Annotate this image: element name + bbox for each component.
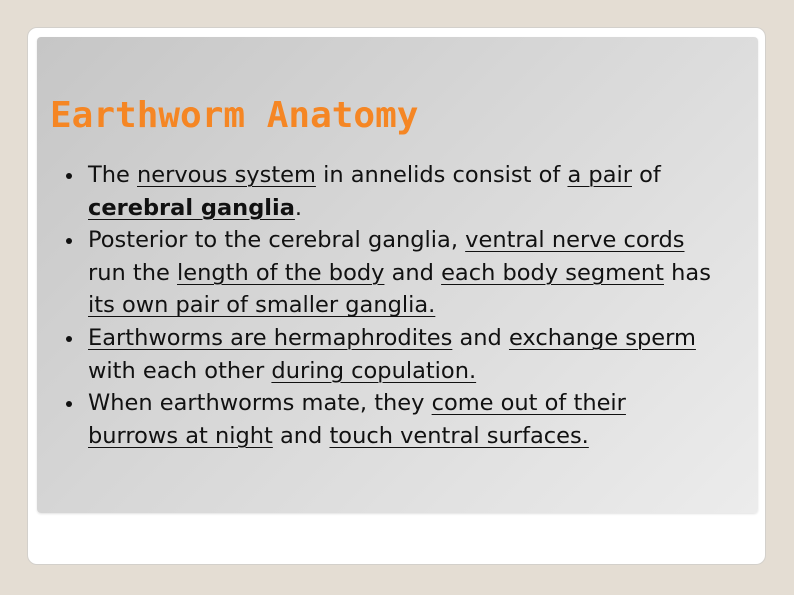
underlined-phrase: cerebral ganglia	[88, 194, 295, 221]
text-segment: has	[664, 259, 711, 286]
bullet-text	[88, 390, 626, 449]
underlined-phrase: a pair	[567, 162, 632, 188]
text-segment: .	[294, 194, 303, 221]
text-segment: in annelids consist of	[315, 162, 568, 188]
text-segment: with each other	[88, 357, 272, 384]
bullet-text	[88, 227, 711, 318]
bullet-list	[62, 159, 722, 452]
bullet-item	[62, 224, 722, 322]
underlined-phrase: ventral nerve cords	[465, 227, 685, 254]
text-segment: When earthworms mate, they	[88, 390, 432, 417]
bullet-dot-icon	[66, 173, 72, 179]
underlined-phrase: length of the body	[177, 259, 385, 286]
bullet-dot-icon	[66, 401, 72, 407]
text-segment: and	[272, 422, 330, 449]
bullet-item	[62, 322, 722, 387]
underlined-phrase: exchange sperm	[508, 324, 696, 351]
text-segment: and	[384, 259, 442, 286]
bullet-text	[88, 325, 696, 384]
bullet-dot-icon	[66, 238, 72, 244]
slide-title: Earthworm Anatomy	[50, 95, 419, 136]
text-segment: run the	[88, 259, 178, 286]
text-segment: Posterior to the cerebral ganglia,	[88, 227, 466, 254]
bullet-text	[88, 162, 661, 221]
underlined-phrase: nervous system	[137, 162, 316, 188]
text-segment: The	[88, 162, 137, 188]
bullet-dot-icon	[66, 336, 72, 342]
underlined-phrase: its own pair of smaller ganglia.	[88, 292, 436, 319]
underlined-phrase: Earthworms are hermaphrodites	[88, 324, 453, 351]
bullet-item	[62, 159, 722, 224]
underlined-phrase: each body segment	[441, 259, 664, 286]
underlined-phrase: during copulation.	[271, 357, 477, 384]
underlined-phrase: come out of their burrows at night	[88, 390, 626, 449]
text-segment: of	[631, 162, 661, 188]
underlined-phrase: touch ventral surfaces.	[329, 422, 589, 449]
bullet-item	[62, 387, 722, 452]
text-segment: and	[452, 324, 509, 351]
